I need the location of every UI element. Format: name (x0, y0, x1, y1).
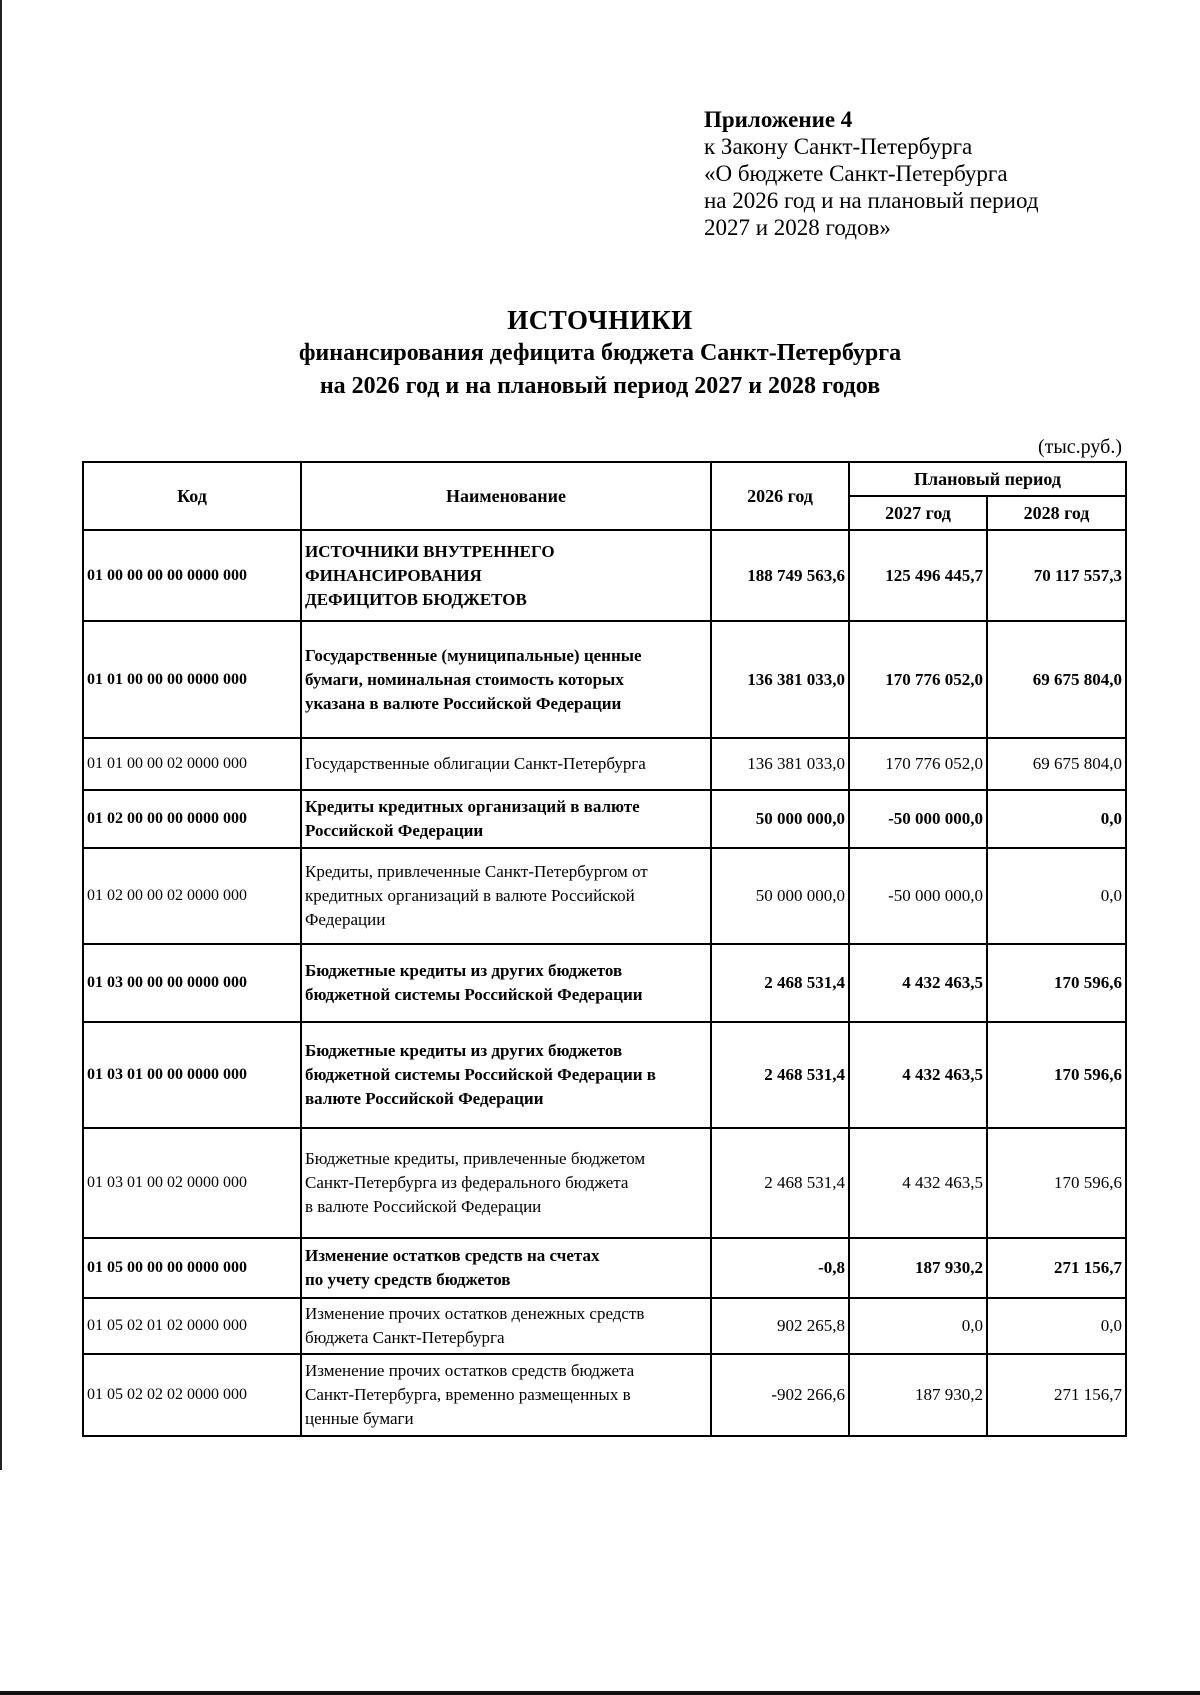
appendix-line: 2027 и 2028 годов» (704, 215, 891, 240)
appendix-line: «О бюджете Санкт-Петербурга (704, 161, 1008, 186)
cell-v2028: 170 596,6 (987, 1128, 1126, 1238)
cell-v2027: 170 776 052,0 (849, 738, 987, 790)
table-row (83, 790, 1126, 848)
table-row (83, 738, 1126, 790)
cell-name-line: в валюте Российской Федерации (305, 1197, 542, 1216)
header-2027: 2027 год (849, 496, 987, 530)
cell-v2026: 2 468 531,4 (711, 1022, 849, 1128)
cell-name-line: Изменение прочих остатков средств бюджета (305, 1361, 635, 1380)
cell-name (301, 1022, 711, 1128)
cell-v2028: 0,0 (987, 790, 1126, 848)
cell-name-line: Государственные (муниципальные) ценные (305, 645, 642, 665)
document-title (0, 303, 1200, 403)
cell-name-line: Российской Федерации (305, 821, 484, 840)
cell-v2027: 170 776 052,0 (849, 621, 987, 738)
cell-name-line: Кредиты, привлеченные Санкт-Петербургом от (305, 862, 648, 881)
cell-code: 01 05 02 02 02 0000 000 (83, 1354, 301, 1436)
cell-v2028: 69 675 804,0 (987, 621, 1126, 738)
header-2026: 2026 год (711, 462, 849, 530)
financing-sources-table (82, 461, 1127, 1437)
table-row (83, 1298, 1126, 1354)
cell-v2026: 188 749 563,6 (711, 530, 849, 621)
cell-name (301, 944, 711, 1022)
cell-v2027: 4 432 463,5 (849, 944, 987, 1022)
scan-edge-left (0, 0, 2, 1470)
cell-v2026: 50 000 000,0 (711, 848, 849, 944)
cell-v2026: 2 468 531,4 (711, 1128, 849, 1238)
cell-v2027: -50 000 000,0 (849, 848, 987, 944)
cell-name (301, 1354, 711, 1436)
cell-name-line: ФИНАНСИРОВАНИЯ (305, 565, 482, 585)
cell-v2027: 187 930,2 (849, 1354, 987, 1436)
cell-v2026: 136 381 033,0 (711, 621, 849, 738)
cell-name-line: Изменение остатков средств на счетах (305, 1246, 600, 1265)
table-row (83, 1128, 1126, 1238)
cell-name-line: Бюджетные кредиты из других бюджетов (305, 1041, 623, 1060)
cell-v2026: 902 265,8 (711, 1298, 849, 1354)
cell-v2027: 0,0 (849, 1298, 987, 1354)
cell-name-line: бюджетной системы Российской Федерации в (305, 1065, 656, 1084)
cell-v2027: 4 432 463,5 (849, 1128, 987, 1238)
title-subtitle: финансирования дефицита бюджета Санкт-Петербурга (298, 340, 902, 366)
table-row (83, 1354, 1126, 1436)
cell-name (301, 621, 711, 738)
cell-name-line: Бюджетные кредиты, привлеченные бюджетом (305, 1149, 646, 1168)
title-main: ИСТОЧНИКИ (507, 305, 693, 335)
cell-name-line: бумаги, номинальная стоимость которых (305, 669, 624, 689)
cell-v2027: -50 000 000,0 (849, 790, 987, 848)
cell-name-line: Государственные облигации Санкт-Петербурга (305, 754, 646, 773)
appendix-line: к Закону Санкт-Петербурга (704, 134, 973, 159)
cell-v2027: 125 496 445,7 (849, 530, 987, 621)
cell-code: 01 01 00 00 00 0000 000 (83, 621, 301, 738)
cell-code: 01 01 00 00 02 0000 000 (83, 738, 301, 790)
table-row (83, 530, 1126, 621)
cell-name-line: валюте Российской Федерации (305, 1089, 544, 1108)
cell-v2026: 50 000 000,0 (711, 790, 849, 848)
cell-name-line: кредитных организаций в валюте Российской (305, 886, 635, 905)
table-row (83, 848, 1126, 944)
cell-name-line: Изменение прочих остатков денежных средств (305, 1304, 645, 1323)
cell-name-line: Санкт-Петербурга из федерального бюджета (305, 1173, 629, 1192)
cell-v2027: 187 930,2 (849, 1238, 987, 1298)
cell-name-line: Санкт-Петербурга, временно размещенных в (305, 1385, 631, 1404)
cell-code: 01 02 00 00 02 0000 000 (83, 848, 301, 944)
cell-name-line: ДЕФИЦИТОВ БЮДЖЕТОВ (305, 589, 527, 609)
cell-code: 01 03 00 00 00 0000 000 (83, 944, 301, 1022)
cell-v2028: 0,0 (987, 848, 1126, 944)
table-row (83, 944, 1126, 1022)
cell-code: 01 03 01 00 00 0000 000 (83, 1022, 301, 1128)
cell-v2028: 69 675 804,0 (987, 738, 1126, 790)
cell-v2026: 136 381 033,0 (711, 738, 849, 790)
table-row (83, 1022, 1126, 1128)
header-plan-period: Плановый период (849, 462, 1126, 496)
cell-v2028: 271 156,7 (987, 1354, 1126, 1436)
cell-name-line: ценные бумаги (305, 1409, 414, 1428)
cell-v2028: 70 117 557,3 (987, 530, 1126, 621)
cell-name-line: Бюджетные кредиты из других бюджетов (305, 961, 623, 980)
cell-name (301, 1298, 711, 1354)
title-subtitle: на 2026 год и на плановый период 2027 и 2028 годов (319, 373, 881, 399)
cell-v2026: -902 266,6 (711, 1354, 849, 1436)
appendix-heading: Приложение 4 (704, 107, 853, 132)
table-row (83, 621, 1126, 738)
cell-v2027: 4 432 463,5 (849, 1022, 987, 1128)
cell-code: 01 05 00 00 00 0000 000 (83, 1238, 301, 1298)
appendix-line: на 2026 год и на плановый период (704, 188, 1039, 213)
header-2028: 2028 год (987, 496, 1126, 530)
cell-v2028: 0,0 (987, 1298, 1126, 1354)
cell-code: 01 00 00 00 00 0000 000 (83, 530, 301, 621)
cell-v2028: 170 596,6 (987, 944, 1126, 1022)
cell-name-line: Кредиты кредитных организаций в валюте (305, 797, 640, 816)
appendix-reference (704, 106, 1039, 241)
cell-name-line: бюджета Санкт-Петербурга (305, 1328, 505, 1347)
cell-name (301, 1238, 711, 1298)
header-name: Наименование (301, 462, 711, 530)
cell-code: 01 05 02 01 02 0000 000 (83, 1298, 301, 1354)
cell-v2028: 271 156,7 (987, 1238, 1126, 1298)
table-row (83, 1238, 1126, 1298)
cell-v2028: 170 596,6 (987, 1022, 1126, 1128)
cell-name (301, 790, 711, 848)
cell-name-line: ИСТОЧНИКИ ВНУТРЕННЕГО (305, 541, 555, 561)
cell-v2026: -0,8 (711, 1238, 849, 1298)
cell-name-line: по учету средств бюджетов (305, 1270, 511, 1289)
cell-name (301, 1128, 711, 1238)
scan-edge-bottom (0, 1691, 1200, 1695)
cell-name (301, 848, 711, 944)
cell-name-line: Федерации (305, 910, 386, 929)
cell-code: 01 03 01 00 02 0000 000 (83, 1128, 301, 1238)
cell-code: 01 02 00 00 00 0000 000 (83, 790, 301, 848)
cell-v2026: 2 468 531,4 (711, 944, 849, 1022)
cell-name-line: бюджетной системы Российской Федерации (305, 985, 643, 1004)
cell-name-line: указана в валюте Российской Федерации (305, 693, 622, 713)
table-body (83, 530, 1126, 1436)
cell-name (301, 738, 711, 790)
units-label: (тыс.руб.) (1037, 436, 1122, 458)
cell-name (301, 530, 711, 621)
header-code: Код (83, 462, 301, 530)
